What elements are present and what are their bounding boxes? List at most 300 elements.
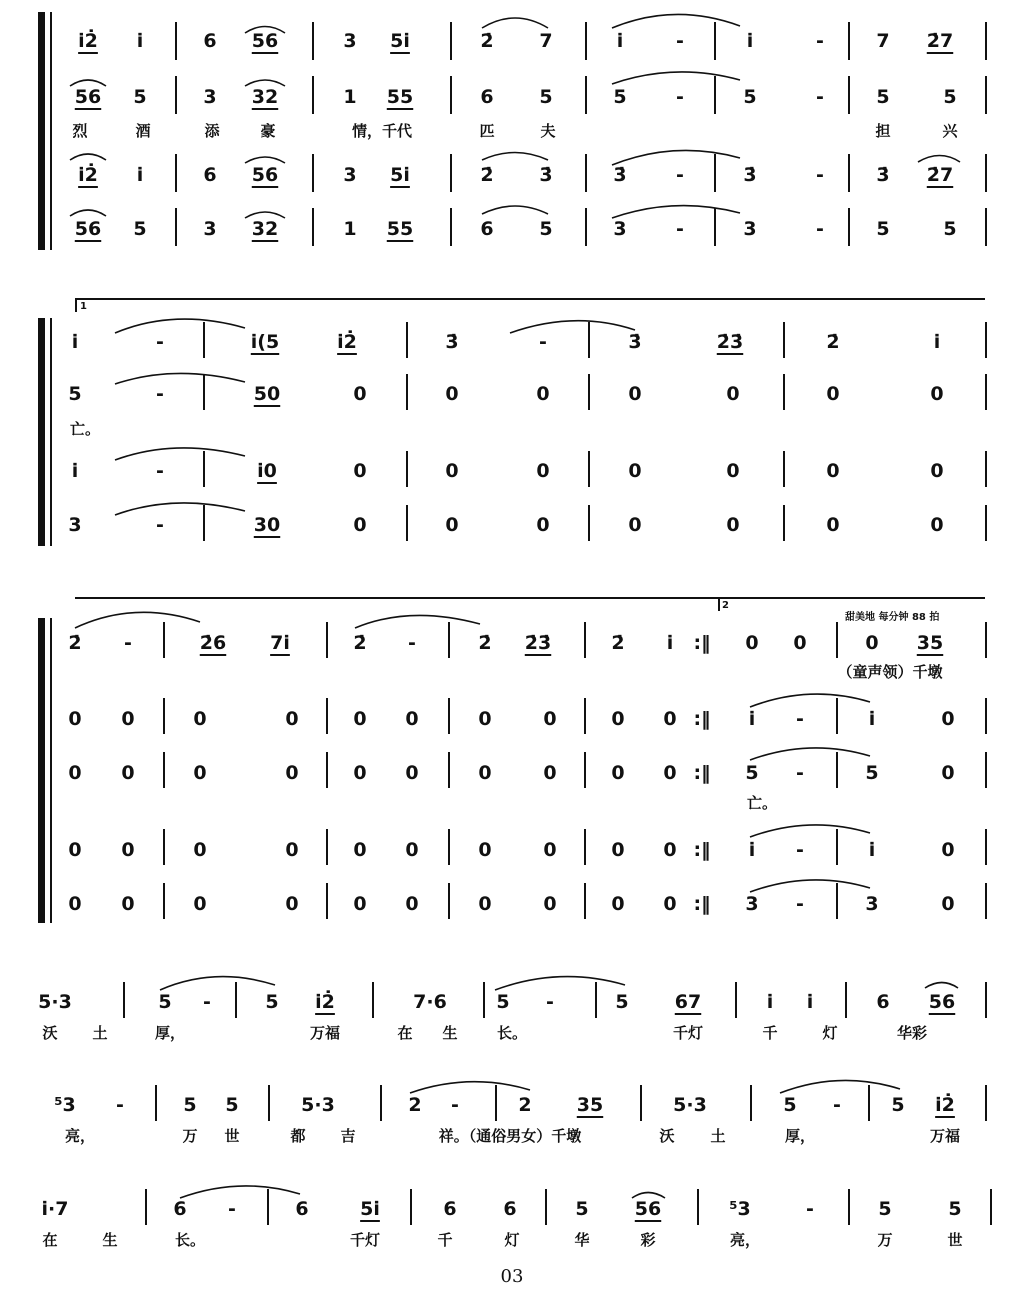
rest: 0 (353, 460, 367, 482)
note: 6 (480, 86, 494, 108)
barline (585, 22, 587, 60)
barline (985, 752, 987, 788)
barline (163, 752, 165, 788)
rest: 0 (941, 893, 955, 915)
note: 6 (876, 991, 890, 1013)
rest: 0 (353, 383, 367, 405)
rest: 0 (663, 839, 677, 861)
dash: - (816, 164, 824, 186)
note: 55 (386, 218, 414, 240)
rest: 0 (193, 762, 207, 784)
dash: - (796, 893, 804, 915)
lyric: 厚， (154, 1024, 186, 1042)
barline (836, 752, 838, 788)
rest: 0 (726, 383, 740, 405)
barline (450, 76, 452, 114)
barline (714, 22, 716, 60)
rest: 0 (193, 893, 207, 915)
rest: 0 (941, 762, 955, 784)
barline (410, 1189, 412, 1225)
lyric: 添 (204, 122, 220, 140)
lyric: 万福 (929, 1127, 961, 1145)
note: i̇ (806, 991, 814, 1013)
volta-line (75, 597, 985, 599)
barline (450, 208, 452, 246)
rest: 0 (930, 460, 944, 482)
rest: 0 (663, 762, 677, 784)
note: 5 (68, 383, 82, 405)
volta-number: 2 (722, 600, 729, 611)
barline (175, 22, 177, 60)
lyric: 万 (182, 1127, 198, 1145)
barline (450, 22, 452, 60)
rest: 0 (478, 708, 492, 730)
note: 7i̇ (270, 632, 290, 654)
dash: - (806, 1198, 814, 1220)
lyric: 担 (875, 122, 891, 140)
system-bracket (38, 12, 45, 250)
lyric: 豪 (260, 122, 276, 140)
note: 56 (634, 1198, 662, 1220)
note: 3 (343, 30, 357, 52)
note: 3̇ (743, 164, 757, 186)
lyric: 沃 (42, 1024, 58, 1042)
note: 2̇ (480, 164, 494, 186)
barline (235, 982, 237, 1018)
lyric: 生 (102, 1231, 118, 1249)
lyric: 都 (290, 1127, 306, 1145)
rest: 0 (543, 708, 557, 730)
rest: 0 (121, 762, 135, 784)
note: i̇ (868, 839, 876, 861)
dash: - (796, 762, 804, 784)
lyric: 土 (92, 1024, 108, 1042)
lyric: 土 (710, 1127, 726, 1145)
barline (203, 505, 205, 541)
rest: 0 (543, 762, 557, 784)
barline (584, 883, 586, 919)
note: i̇ (748, 839, 756, 861)
barline (203, 374, 205, 410)
note: 5 (265, 991, 279, 1013)
note: i̇ (868, 708, 876, 730)
barline (326, 698, 328, 734)
rest: 0 (121, 839, 135, 861)
barline (848, 208, 850, 246)
note: 6 (443, 1198, 457, 1220)
note: 6 (295, 1198, 309, 1220)
note: 5 (876, 218, 890, 240)
barline (495, 1085, 497, 1121)
rest: 0 (285, 762, 299, 784)
note: 30 (253, 514, 281, 536)
note: 3 (613, 218, 627, 240)
rest: 0 (663, 708, 677, 730)
barline (595, 982, 597, 1018)
barline (868, 1085, 870, 1121)
barline (985, 76, 987, 114)
barline (163, 883, 165, 919)
repeat-end: :‖ (693, 708, 711, 730)
barline (985, 22, 987, 60)
barline (588, 374, 590, 410)
rest: 0 (445, 514, 459, 536)
barline (985, 374, 987, 410)
note: 5 (948, 1198, 962, 1220)
note: 67 (674, 991, 702, 1013)
rest: 0 (865, 632, 879, 654)
system-line (50, 618, 52, 923)
rest: 0 (353, 762, 367, 784)
barline (448, 829, 450, 865)
lyric: 兴 (942, 122, 958, 140)
note: 5 (496, 991, 510, 1013)
lyric: 厚， (784, 1127, 816, 1145)
dash: - (676, 86, 684, 108)
note: 5 (878, 1198, 892, 1220)
note: 5·3 (38, 991, 72, 1013)
note: 6 (503, 1198, 517, 1220)
barline (985, 208, 987, 246)
rest: 0 (536, 460, 550, 482)
barline (326, 883, 328, 919)
rest: 0 (405, 708, 419, 730)
note: 56 (251, 30, 279, 52)
note: 2̇6 (199, 632, 227, 654)
note: 35 (576, 1094, 604, 1116)
lyric: 长。 (496, 1024, 528, 1042)
rest: 0 (121, 893, 135, 915)
rest: 0 (543, 839, 557, 861)
rest: 0 (68, 708, 82, 730)
note: 2 (518, 1094, 532, 1116)
barline (783, 505, 785, 541)
rest: 0 (930, 514, 944, 536)
dash: - (156, 383, 164, 405)
dash: - (156, 514, 164, 536)
note: i̇2̇ (78, 30, 98, 52)
repeat-end: :‖ (693, 839, 711, 861)
note: 56 (928, 991, 956, 1013)
note: 56 (251, 164, 279, 186)
system-line (50, 12, 52, 250)
dash: - (451, 1094, 459, 1116)
dash: - (203, 991, 211, 1013)
dash: - (228, 1198, 236, 1220)
dash: - (124, 632, 132, 654)
note: i̇ (748, 708, 756, 730)
barline (985, 829, 987, 865)
barline (985, 698, 987, 734)
note: 3 (743, 218, 757, 240)
note: 32 (251, 86, 279, 108)
barline (406, 505, 408, 541)
lyric: 生 (442, 1024, 458, 1042)
rest: 0 (353, 893, 367, 915)
note: 5i̇ (360, 1198, 380, 1220)
barline (163, 698, 165, 734)
barline (783, 451, 785, 487)
rest: 0 (405, 839, 419, 861)
barline (545, 1189, 547, 1225)
note: 6 (480, 218, 494, 240)
rest: 0 (68, 762, 82, 784)
barline (267, 1189, 269, 1225)
lyric: 华 (574, 1231, 590, 1249)
rest: 0 (628, 383, 642, 405)
barline (406, 451, 408, 487)
barline (848, 22, 850, 60)
note: 3̇ (613, 164, 627, 186)
barline (985, 451, 987, 487)
note: 2̇ (68, 632, 82, 654)
lyric: 千 (437, 1231, 453, 1249)
note: 5i̇ (390, 30, 410, 52)
note: 2̇ (480, 30, 494, 52)
note: i̇2̇ (935, 1094, 955, 1116)
note: i̇2̇ (315, 991, 335, 1013)
rest: 0 (445, 460, 459, 482)
rest: 0 (353, 708, 367, 730)
note: 3 (68, 514, 82, 536)
lyric: 彩 (640, 1231, 656, 1249)
note: 5 (783, 1094, 797, 1116)
rest: 0 (353, 839, 367, 861)
tempo-marking: 甜美地 每分钟 88 拍 (845, 612, 940, 623)
rest: 0 (611, 839, 625, 861)
dash: - (676, 164, 684, 186)
barline (483, 982, 485, 1018)
barline (203, 322, 205, 358)
barline (985, 322, 987, 358)
rest: 0 (941, 708, 955, 730)
note: 5 (743, 86, 757, 108)
volta-tick (718, 597, 720, 611)
note: 2̇7 (926, 164, 954, 186)
barline (584, 622, 586, 658)
note: i̇ (766, 991, 774, 1013)
lyric: 千灯 (349, 1231, 381, 1249)
dash: - (833, 1094, 841, 1116)
barline (585, 208, 587, 246)
barline (372, 982, 374, 1018)
note: i̇ (666, 632, 674, 654)
rest: 0 (726, 460, 740, 482)
note: 56 (74, 218, 102, 240)
lyric: 沃 (659, 1127, 675, 1145)
note: i̇2̇ (337, 331, 357, 353)
note: 7·6 (413, 991, 447, 1013)
note: 6 (203, 30, 217, 52)
lyric: 酒 (135, 122, 151, 140)
dash: - (676, 218, 684, 240)
note: 2̇ (611, 632, 625, 654)
lyric: 夫 (540, 122, 556, 140)
lyric: 吉 (340, 1127, 356, 1145)
rest: 0 (285, 893, 299, 915)
note: 2̇3̇ (524, 632, 552, 654)
barline (145, 1189, 147, 1225)
note: 5 (158, 991, 172, 1013)
barline (985, 154, 987, 192)
rest: 0 (543, 893, 557, 915)
rest: 0 (536, 514, 550, 536)
note: 7 (876, 30, 890, 52)
barline (588, 322, 590, 358)
note: i̇·7 (41, 1198, 69, 1220)
barline (163, 829, 165, 865)
note: 5 (133, 86, 147, 108)
note: i̇ (933, 331, 941, 353)
note: ⁵3 (729, 1198, 751, 1220)
rest: 0 (121, 708, 135, 730)
note: 5 (891, 1094, 905, 1116)
note: i̇2̇ (78, 164, 98, 186)
volta-tick (75, 298, 77, 312)
barline (175, 76, 177, 114)
volta-number: 1 (80, 301, 87, 312)
dash: - (156, 331, 164, 353)
volta-bracket-1 (75, 298, 985, 300)
note: 1 (343, 86, 357, 108)
barline (990, 1189, 992, 1225)
note: i̇ (136, 30, 144, 52)
barline (985, 982, 987, 1018)
barline (312, 76, 314, 114)
rest: 0 (726, 514, 740, 536)
barline (450, 154, 452, 192)
barline (123, 982, 125, 1018)
lyric: 千 (762, 1024, 778, 1042)
rest: 0 (611, 708, 625, 730)
rest: 0 (930, 383, 944, 405)
note: i̇0 (257, 460, 277, 482)
rest: 0 (353, 514, 367, 536)
lyric: 匹 (479, 122, 495, 140)
lyric: 亮， (729, 1231, 761, 1249)
barline (848, 76, 850, 114)
barline (380, 1085, 382, 1121)
rest: 0 (536, 383, 550, 405)
note: 35 (916, 632, 944, 654)
lyric: 灯 (504, 1231, 520, 1249)
lyric: 祥。（通俗男女）千墩 (438, 1127, 582, 1145)
barline (155, 1085, 157, 1121)
note: 50 (253, 383, 281, 405)
note: 2̇7 (926, 30, 954, 52)
lyric: 亡。 (746, 794, 778, 812)
barline (714, 208, 716, 246)
barline (848, 154, 850, 192)
barline (312, 22, 314, 60)
barline (735, 982, 737, 1018)
note: 3 (203, 86, 217, 108)
dash: - (816, 218, 824, 240)
note: 5 (745, 762, 759, 784)
note: 5 (539, 86, 553, 108)
note: 5·3 (673, 1094, 707, 1116)
rest: 0 (611, 762, 625, 784)
lyric: 万 (877, 1231, 893, 1249)
dash: - (539, 331, 547, 353)
barline (406, 322, 408, 358)
dash: - (676, 30, 684, 52)
rest: 0 (285, 839, 299, 861)
lyric: 情，千代 (351, 122, 413, 140)
lyric: 灯 (822, 1024, 838, 1042)
barline (985, 505, 987, 541)
repeat-end: :‖ (693, 632, 711, 654)
dash: - (816, 86, 824, 108)
note: i̇ (71, 331, 79, 353)
note: 5 (615, 991, 629, 1013)
note: 1 (343, 218, 357, 240)
lyric: 在 (397, 1024, 413, 1042)
system-bracket (38, 318, 45, 546)
note: 3 (745, 893, 759, 915)
barline (836, 829, 838, 865)
rest: 0 (745, 632, 759, 654)
rest: 0 (445, 383, 459, 405)
barline (588, 451, 590, 487)
barline (326, 829, 328, 865)
rest: 0 (285, 708, 299, 730)
barline (640, 1085, 642, 1121)
note: 3̇ (628, 331, 642, 353)
note: 2̇ (478, 632, 492, 654)
barline (588, 505, 590, 541)
barline (783, 374, 785, 410)
note: 32 (251, 218, 279, 240)
barline (406, 374, 408, 410)
note: i̇(5 (250, 331, 280, 353)
note: ⁵3 (54, 1094, 76, 1116)
dash: - (796, 839, 804, 861)
barline (985, 622, 987, 658)
barline (585, 154, 587, 192)
barline (697, 1189, 699, 1225)
system-line (50, 318, 52, 546)
barline (326, 752, 328, 788)
barline (714, 76, 716, 114)
note: 3̇ (445, 331, 459, 353)
note: 5·3 (301, 1094, 335, 1116)
rest: 0 (478, 839, 492, 861)
rest: 0 (663, 893, 677, 915)
note: 5 (539, 218, 553, 240)
barline (836, 883, 838, 919)
barline (163, 622, 165, 658)
barline (203, 451, 205, 487)
barline (175, 208, 177, 246)
note: 3̇ (876, 164, 890, 186)
lyric: 烈 (72, 122, 88, 140)
barline (714, 154, 716, 192)
note: 3 (343, 164, 357, 186)
barline (848, 1189, 850, 1225)
system-bracket (38, 618, 45, 923)
barline (750, 1085, 752, 1121)
barline (312, 154, 314, 192)
note: 2 (408, 1094, 422, 1116)
note: 3̇ (539, 164, 553, 186)
note: 55 (386, 86, 414, 108)
rest: 0 (941, 839, 955, 861)
rest: 0 (628, 460, 642, 482)
note: 5 (183, 1094, 197, 1116)
note: 5 (133, 218, 147, 240)
lyric: （童声领）千墩 (837, 663, 943, 681)
